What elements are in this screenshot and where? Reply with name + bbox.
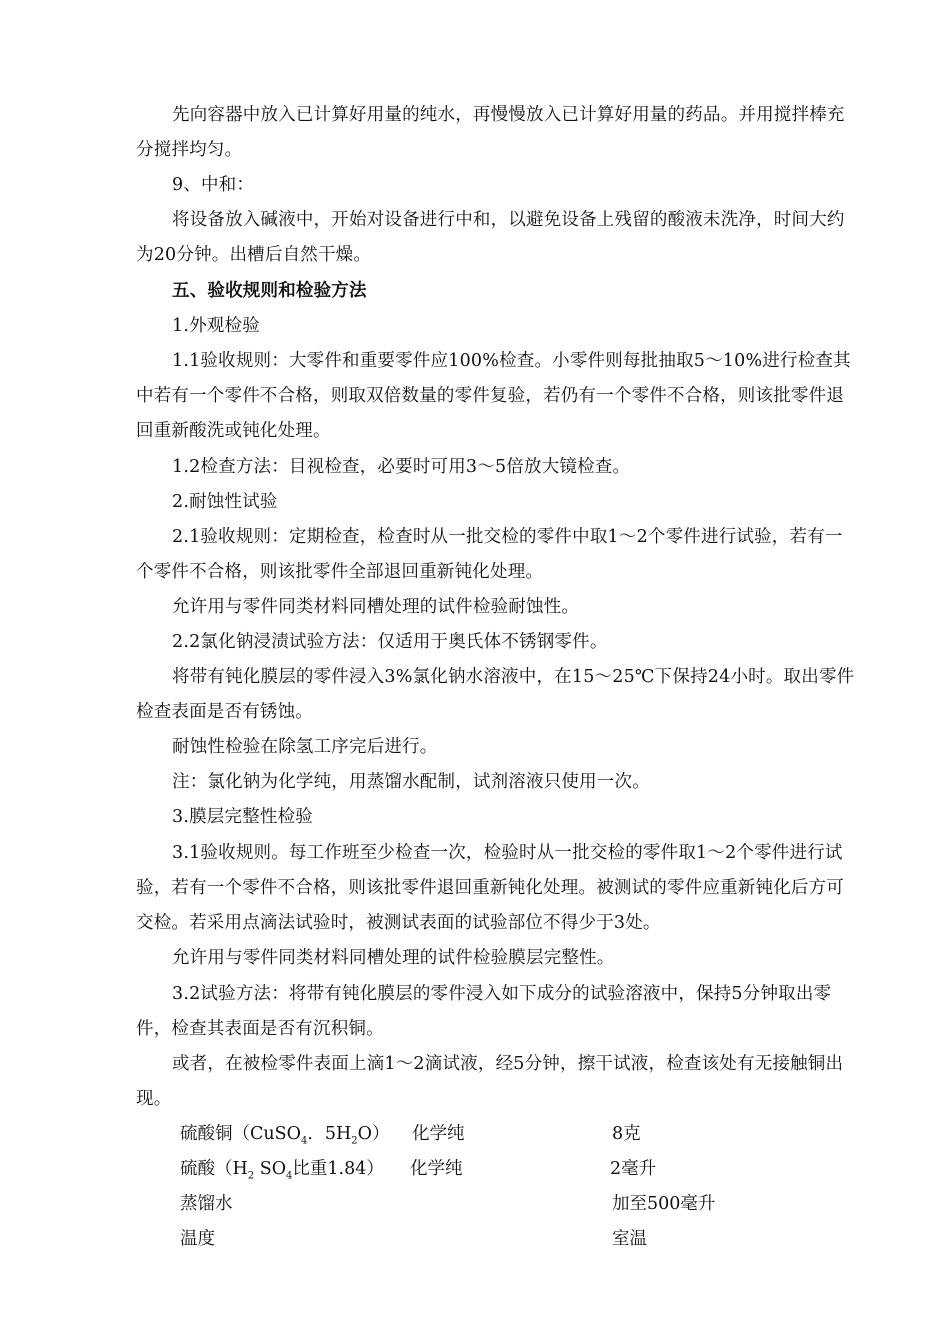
formula-row-amount: 2毫升 (610, 1159, 657, 1179)
paragraph: 或者，在被检零件表面上滴1～2滴试液，经5分钟，擦干试液，检查该处有无接触铜出现。 (136, 1054, 844, 1109)
subsection-heading: 1.外观检验 (172, 316, 260, 336)
chapter-heading: 五、验收规则和检验方法 (172, 281, 367, 301)
formula-row-name: 温度 (180, 1229, 215, 1249)
paragraph: 3.2试验方法：将带有钝化膜层的零件浸入如下成分的试验溶液中，保持5分钟取出零件，检查其表面是否有沉积铜。 (136, 984, 832, 1039)
formula-row-amount: 加至500毫升 (612, 1194, 716, 1214)
paragraph: 2.1验收规则：定期检查，检查时从一批交检的零件中取1～2个零件进行试验，若有一个零件不合格，则该批零件全部退回重新钝化处理。 (136, 527, 843, 582)
formula-row-amount: 8克 (612, 1124, 641, 1144)
paragraph: 允许用与零件同类材料同槽处理的试件检验耐蚀性。 (172, 597, 580, 617)
formula-row-name: 硫酸（$H_2$ $SO_4$比重1.84） (180, 1159, 384, 1182)
paragraph: 2.2氯化钠浸渍试验方法：仅适用于奥氏体不锈钢零件。 (172, 632, 608, 652)
paragraph: 允许用与零件同类材料同槽处理的试件检验膜层完整性。 (172, 948, 615, 968)
formula-row-amount: 室温 (612, 1229, 647, 1249)
paragraph: 耐蚀性检验在除氢工序完后进行。 (172, 737, 438, 757)
formula-row-grade: 化学纯 (410, 1159, 463, 1179)
paragraph: 将带有钝化膜层的零件浸入3%氯化钠水溶液中，在15～25℃下保持24小时。取出零件检查表面是否有锈蚀。 (136, 667, 855, 722)
paragraph: 1.2检查方法：目视检查，必要时可用3～5倍放大镜检查。 (172, 457, 631, 477)
formula-row-grade: 化学纯 (412, 1124, 465, 1144)
paragraph: 将设备放入碱液中，开始对设备进行中和，以避免设备上残留的酸液未洗净，时间大约为20分钟。出槽后自然干燥。 (136, 210, 845, 265)
formula-row-name: 蒸馏水 (180, 1194, 233, 1214)
section-heading: 9、中和： (172, 175, 255, 195)
paragraph: 3.1验收规则。每工作班至少检查一次，检验时从一批交检的零件取1～2个零件进行试验，若有一个零件不合格，则该批零件退回重新钝化处理。被测试的零件应重新钝化后方可交检。若采用点滴法试验时，被测试表面的试验部位不得少于3处。 (136, 843, 844, 933)
note: 注：氯化钠为化学纯，用蒸馏水配制，试剂溶液只使用一次。 (172, 772, 650, 792)
subsection-heading: 2.耐蚀性试验 (172, 492, 278, 512)
subsection-heading: 3.膜层完整性检验 (172, 807, 313, 827)
formula-row-name: 硫酸铜（CuSO$_4$．$5H_2O$） (180, 1124, 390, 1147)
paragraph: 1.1验收规则：大零件和重要零件应100%检查。小零件则每批抽取5～10%进行检查其中若有一个零件不合格，则取双倍数量的零件复验，若仍有一个零件不合格，则该批零件退回重新酸洗或钝化处理。 (136, 351, 851, 441)
paragraph: 先向容器中放入已计算好用量的纯水，再慢慢放入已计算好用量的药品。并用搅拌棒充分搅拌均匀。 (136, 105, 845, 160)
